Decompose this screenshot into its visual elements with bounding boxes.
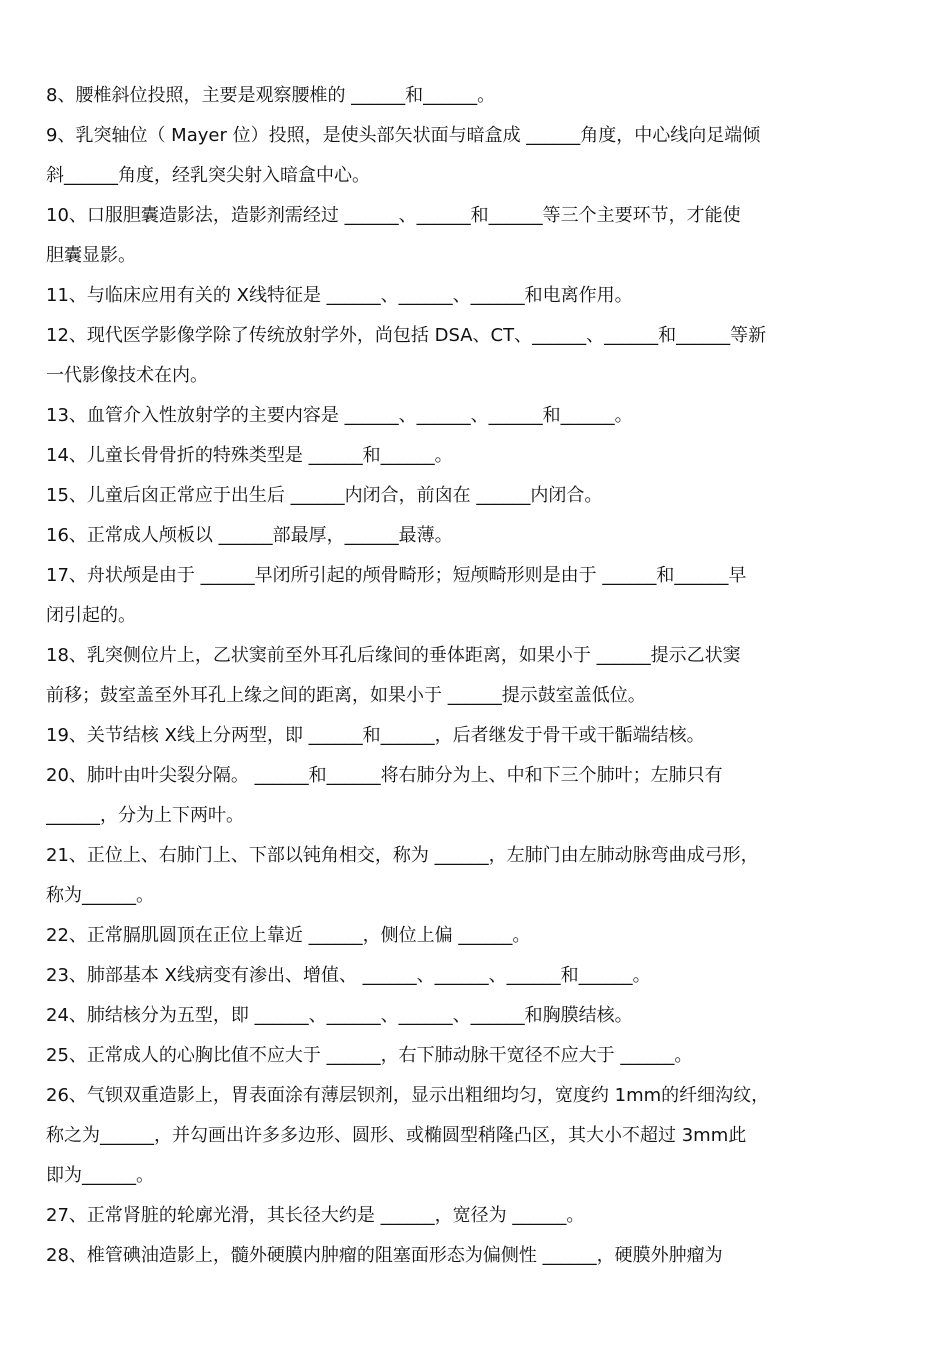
question-21-line: 21、正位上、右肺门上、下部以钝角相交，称为 ______，左肺门由左肺动脉弯曲成弓形， <box>46 845 759 866</box>
question-15-line: 15、儿童后囟正常应于出生后 ______内闭合，前囟在 ______内闭合。 <box>46 485 603 506</box>
question-25-line: 25、正常成人的心胸比值不应大于 ______，右下肺动脉干宽径不应大于 ______。 <box>46 1045 693 1066</box>
question-20-line: 20、肺叶由叶尖裂分隔。 ______和______将右肺分为上、中和下三个肺叶；左肺只有 <box>46 765 723 786</box>
question-9-cont: 斜______角度，经乳突尖射入暗盒中心。 <box>46 165 370 186</box>
question-10-line: 10、口服胆囊造影法，造影剂需经过 ______、______和______等三个主要环节，才能使 <box>46 205 741 226</box>
question-22-line: 22、正常膈肌圆顶在正位上靠近 ______，侧位上偏 ______。 <box>46 925 531 946</box>
question-16-line: 16、正常成人颅板以 ______部最厚，______最薄。 <box>46 525 453 546</box>
question-26-line: 26、气钡双重造影上，胃表面涂有薄层钡剂，显示出粗细均匀，宽度约 1mm的纤细沟纹， <box>46 1085 770 1106</box>
question-12-line: 12、现代医学影像学除了传统放射学外，尚包括 DSA、CT、______、______和______等新 <box>46 325 767 346</box>
question-13-line: 13、血管介入性放射学的主要内容是 ______、______、______和______。 <box>46 405 633 426</box>
question-17-line: 17、舟状颅是由于 ______早闭所引起的颅骨畸形；短颅畸形则是由于 ______和______早 <box>46 565 747 586</box>
question-27-line: 27、正常肾脏的轮廓光滑，其长径大约是 ______，宽径为 ______。 <box>46 1205 585 1226</box>
question-17-cont: 闭引起的。 <box>46 605 136 626</box>
question-26-cont2: 即为______。 <box>46 1165 154 1186</box>
question-9-line: 9、乳突轴位（ Mayer 位）投照，是使头部矢状面与暗盒成 ______角度，中心线向足端倾 <box>46 125 761 146</box>
question-8-line: 8、腰椎斜位投照，主要是观察腰椎的 ______和______。 <box>46 85 496 106</box>
question-14-line: 14、儿童长骨骨折的特殊类型是 ______和______。 <box>46 445 453 466</box>
question-28-line: 28、椎管碘油造影上，髓外硬膜内肿瘤的阻塞面形态为偏侧性 ______，硬膜外肿瘤为 <box>46 1245 723 1266</box>
question-18-cont: 前移；鼓室盖至外耳孔上缘之间的距离，如果小于 ______提示鼓室盖低位。 <box>46 685 646 706</box>
question-11-line: 11、与临床应用有关的 X线特征是 ______、______、______和电离作用。 <box>46 285 633 306</box>
question-26-cont: 称之为______，并勾画出许多多边形、圆形、或椭圆型稍隆凸区，其大小不超过 3mm此 <box>46 1125 747 1146</box>
question-12-cont: 一代影像技术在内。 <box>46 365 208 386</box>
question-24-line: 24、肺结核分为五型，即 ______、______、______、______和胸膜结核。 <box>46 1005 633 1026</box>
question-10-cont: 胆囊显影。 <box>46 245 136 266</box>
question-21-cont: 称为______。 <box>46 885 154 906</box>
question-20-cont: ______，分为上下两叶。 <box>46 805 244 826</box>
question-18-line: 18、乳突侧位片上，乙状窦前至外耳孔后缘间的垂体距离，如果小于 ______提示乙状窦 <box>46 645 741 666</box>
question-19-line: 19、关节结核 X线上分两型，即 ______和______，后者继发于骨干或干骺端结核。 <box>46 725 705 746</box>
question-23-line: 23、肺部基本 X线病变有渗出、增值、 ______、______、______和______。 <box>46 965 651 986</box>
